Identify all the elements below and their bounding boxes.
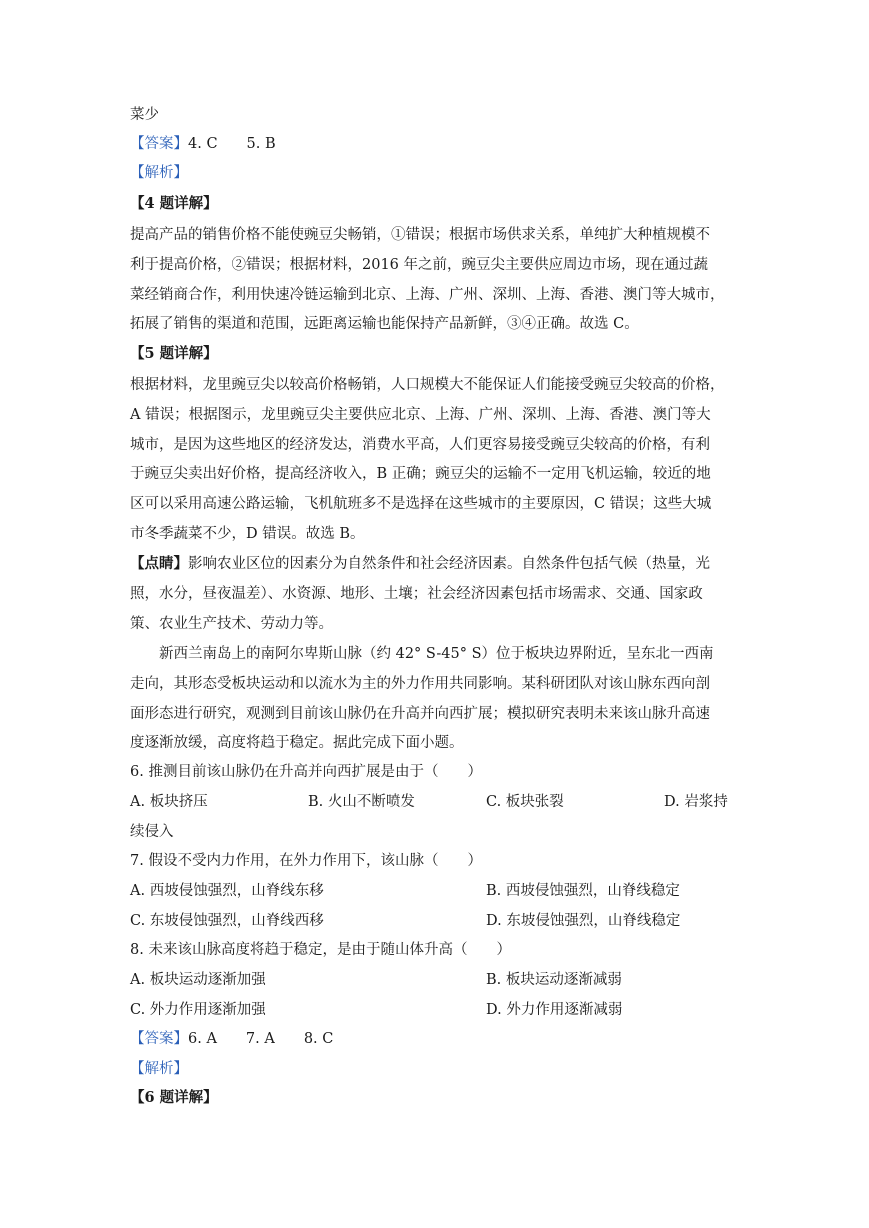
q8-option-d: D. 外力作用逐渐减弱 xyxy=(486,1002,623,1018)
q6-option-c: C. 板块张裂 xyxy=(486,794,564,810)
q5-line: 城市，是因为这些地区的经济发达，消费水平高，人们更容易接受豌豆尖较高的价格，有利 xyxy=(130,437,710,453)
answer-text: 6. A 7. A 8. C xyxy=(188,1031,334,1047)
q5-line: 根据材料，龙里豌豆尖以较高价格畅销，人口规模大不能保证人们能接受豌豆尖较高的价格， xyxy=(130,377,725,393)
answer-label: 【答案】 xyxy=(130,136,188,152)
tip-line-1 xyxy=(130,554,750,574)
q6-option-b: B. 火山不断喷发 xyxy=(308,794,415,810)
q6-header: 【6 题详解】 xyxy=(130,1089,218,1106)
q8-stem: 8. 未来该山脉高度将趋于稳定，是由于随山体升高（ ） xyxy=(130,942,511,958)
tip-line: 策、农业生产技术、劳动力等。 xyxy=(130,616,333,632)
tip-line: 照，水分，昼夜温差）、水资源、地形、土壤；社会经济因素包括市场需求、交通、国家政 xyxy=(130,586,703,602)
q4-line: 拓展了销售的渠道和范围，远距离运输也能保持产品新鲜，③④正确。故选 C。 xyxy=(130,316,639,332)
q7-option-c: C. 东坡侵蚀强烈，山脊线西移 xyxy=(130,913,324,929)
q7-option-d: D. 东坡侵蚀强烈，山脊线稳定 xyxy=(486,913,681,929)
q4-header: 【4 题详解】 xyxy=(130,195,218,212)
answer-line-1 xyxy=(130,134,750,154)
material-line: 新西兰南岛上的南阿尔卑斯山脉（约 42° S-45° S）位于板块边界附近，呈东北一西南 xyxy=(130,646,714,662)
q4-line: 菜经销商合作，利用快速冷链运输到北京、上海、广州、深圳、上海、香港、澳门等大城市， xyxy=(130,287,725,303)
q8-option-a: A. 板块运动逐渐加强 xyxy=(130,972,266,988)
answer-line-2 xyxy=(130,1029,750,1049)
q6-option-a: A. 板块挤压 xyxy=(130,794,208,810)
q5-line: 市冬季蔬菜不少，D 错误。故选 B。 xyxy=(130,526,365,542)
material-line: 面形态进行研究，观测到目前该山脉仍在升高并向西扩展；模拟研究表明未来该山脉升高速 xyxy=(130,706,710,722)
q7-stem: 7. 假设不受内力作用，在外力作用下，该山脉（ ） xyxy=(130,853,482,869)
material-line: 度逐渐放缓，高度将趋于稳定。据此完成下面小题。 xyxy=(130,735,464,751)
q8-option-c: C. 外力作用逐渐加强 xyxy=(130,1002,266,1018)
analysis-label: 【解析】 xyxy=(130,1061,188,1077)
q4-line: 提高产品的销售价格不能使豌豆尖畅销，①错误；根据市场供求关系，单纯扩大种植规模不 xyxy=(130,227,710,243)
q8-option-b: B. 板块运动逐渐减弱 xyxy=(486,972,622,988)
q5-line: 于豌豆尖卖出好价格，提高经济收入，B 正确；豌豆尖的运输不一定用飞机运输，较近的地 xyxy=(130,466,711,482)
q5-line: 区可以采用高速公路运输，飞机航班多不是选择在这些城市的主要原因，C 错误；这些大城 xyxy=(130,496,712,512)
q5-line: A 错误；根据图示，龙里豌豆尖主要供应北京、上海、广州、深圳、上海、香港、澳门等大 xyxy=(130,407,711,423)
q6-option-d: D. 岩浆持 xyxy=(664,794,728,810)
answer-label: 【答案】 xyxy=(130,1031,188,1047)
q7-option-b: B. 西坡侵蚀强烈，山脊线稳定 xyxy=(486,883,680,899)
analysis-label: 【解析】 xyxy=(130,165,188,181)
tip-text: 影响农业区位的因素分为自然条件和社会经济因素。自然条件包括气候（热量，光 xyxy=(188,556,710,572)
q6-option-d-continued: 续侵入 xyxy=(130,824,174,840)
answer-text: 4. C 5. B xyxy=(188,136,276,152)
q6-stem: 6. 推测目前该山脉仍在升高并向西扩展是由于（ ） xyxy=(130,764,482,780)
q7-option-a: A. 西坡侵蚀强烈，山脊线东移 xyxy=(130,883,324,899)
top-fragment: 菜少 xyxy=(130,107,159,123)
q4-line: 利于提高价格，②错误；根据材料，2016 年之前，豌豆尖主要供应周边市场，现在通过蔬 xyxy=(130,257,709,273)
q5-header: 【5 题详解】 xyxy=(130,345,218,362)
tip-label: 【点睛】 xyxy=(130,555,188,572)
material-line: 走向，其形态受板块运动和以流水为主的外力作用共同影响。某科研团队对该山脉东西向剖 xyxy=(130,676,710,692)
